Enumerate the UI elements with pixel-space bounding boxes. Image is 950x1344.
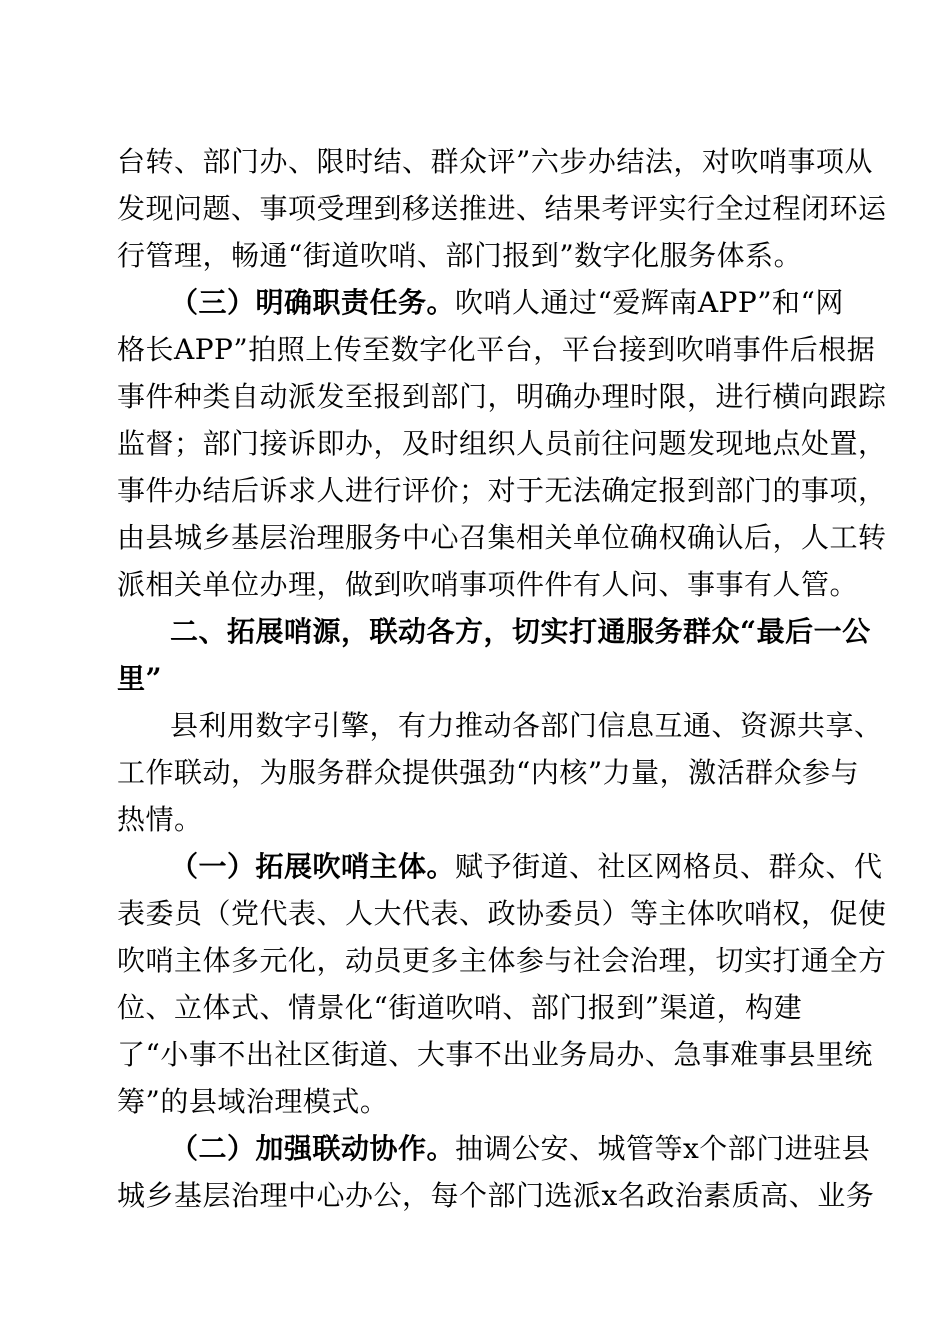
text-run: 格长APP”拍照上传至数字化平台，平台接到吹哨事件后根据 <box>117 333 876 366</box>
paragraph-line <box>170 709 950 743</box>
paragraph-line <box>117 897 950 931</box>
text-run: 位、立体式、情景化“街道吹哨、部门报到”渠道，构建 <box>117 991 803 1024</box>
text-run: 派相关单位办理，做到吹哨事项件件有人问、事事有人管。 <box>117 568 859 601</box>
text-run: 事件办结后诉求人进行评价；对于无法确定报到部门的事项， <box>117 474 887 507</box>
text-run: 台转、部门办、限时结、群众评”六步办结法，对吹哨事项从 <box>117 145 873 178</box>
paragraph-line <box>117 1085 950 1119</box>
text-run: 热情。 <box>117 803 203 836</box>
paragraph-line <box>117 568 950 602</box>
section-heading-continued: 里” <box>117 662 163 695</box>
text-run: 抽调公安、城管等x个部门进驻县 <box>455 1132 871 1165</box>
paragraph-line <box>117 380 950 414</box>
text-run: 监督；部门接诉即办，及时组织人员前往问题发现地点处置， <box>117 427 887 460</box>
subsection-line <box>170 286 950 320</box>
paragraph-line <box>117 521 950 555</box>
text-run: 了“小事不出社区街道、大事不出业务局办、急事难事县里统 <box>117 1038 873 1071</box>
section-heading: 二、拓展哨源，联动各方，切实打通服务群众“最后一公 <box>170 615 871 648</box>
paragraph-line <box>117 333 950 367</box>
paragraph-line <box>117 991 950 1025</box>
text-run: 由县城乡基层治理服务中心召集相关单位确权确认后，人工转 <box>117 521 887 554</box>
subsection-heading: （二）加强联动协作。 <box>170 1132 456 1165</box>
section-heading-line <box>117 662 950 696</box>
text-run: 表委员（党代表、人大代表、政协委员）等主体吹哨权，促使 <box>117 897 887 930</box>
text-run: 县利用数字引擎，有力推动各部门信息互通、资源共享、 <box>170 709 883 742</box>
paragraph-line <box>117 756 950 790</box>
text-run: 城乡基层治理中心办公，每个部门选派x名政治素质高、业务 <box>117 1179 875 1212</box>
paragraph-line <box>117 474 950 508</box>
text-run: 事件种类自动派发至报到部门，明确办理时限，进行横向跟踪 <box>117 380 887 413</box>
text-run: 吹哨人通过“爱辉南APP”和“网 <box>455 286 844 319</box>
paragraph-line <box>117 1179 950 1213</box>
paragraph-line <box>117 239 950 273</box>
text-run: 发现问题、事项受理到移送推进、结果考评实行全过程闭环运 <box>117 192 887 225</box>
text-run: 行管理，畅通“街道吹哨、部门报到”数字化服务体系。 <box>117 239 803 272</box>
subsection-line <box>170 850 950 884</box>
paragraph-line <box>117 803 950 837</box>
paragraph-line <box>117 145 950 179</box>
text-run: 筹”的县域治理模式。 <box>117 1085 389 1118</box>
text-run: 工作联动，为服务群众提供强劲“内核”力量，激活群众参与 <box>117 756 860 789</box>
paragraph-line <box>117 944 950 978</box>
subsection-heading: （三）明确职责任务。 <box>170 286 456 319</box>
text-run: 吹哨主体多元化，动员更多主体参与社会治理，切实打通全方 <box>117 944 887 977</box>
paragraph-line <box>117 192 950 226</box>
subsection-line <box>170 1132 950 1166</box>
subsection-heading: （一）拓展吹哨主体。 <box>170 850 456 883</box>
paragraph-line <box>117 1038 950 1072</box>
text-run: 赋予街道、社区网格员、群众、代 <box>455 850 883 883</box>
paragraph-line <box>117 427 950 461</box>
section-heading-line <box>170 615 950 649</box>
